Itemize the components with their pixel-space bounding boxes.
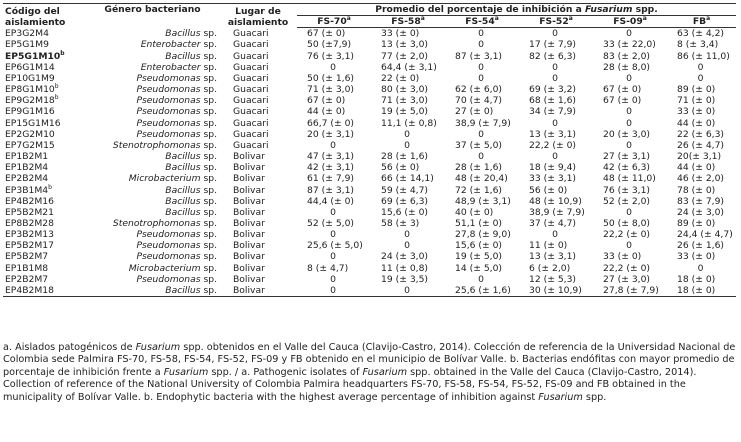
promedio-group-header: Promedio del porcentaje de inhibición a Fusarium spp. bbox=[297, 4, 736, 16]
inhibition-value-fs-52: 12 (± 5,3) bbox=[529, 273, 577, 285]
inhibition-value-fs-70: 0 bbox=[330, 206, 336, 218]
bacterial-genus: Bacillus sp. bbox=[165, 50, 217, 62]
isolate-code: EP9G2M18$^b$ bbox=[5, 94, 59, 107]
isolate-code: EP2B2M4 bbox=[5, 173, 49, 185]
inhibition-value-fs-54: 48 (± 20,4) bbox=[455, 173, 508, 185]
inhibition-value-fs-58: 15,6 (± 0) bbox=[381, 206, 429, 218]
inhibition-value-fb: 83 (± 7,9) bbox=[677, 195, 725, 207]
inhibition-value-fs-54: 28 (± 1,6) bbox=[455, 162, 503, 174]
isolate-code: EP1B2M1 bbox=[5, 151, 49, 163]
isolation-location: Bolivar bbox=[219, 285, 297, 297]
inhibition-value-fs-70: 67 (± 0) bbox=[307, 95, 346, 107]
inhibition-value-fs-09: 0 bbox=[626, 117, 632, 129]
inhibition-value-fs-09: 20 (± 3,0) bbox=[603, 128, 651, 140]
inhibition-value-fs-52: 68 (± 1,6) bbox=[529, 95, 577, 107]
inhibition-value-fs-52: 18 (± 9,4) bbox=[529, 162, 577, 174]
inhibition-table bbox=[3, 3, 736, 297]
table-row bbox=[3, 185, 736, 196]
bacterial-genus: Bacillus sp. bbox=[165, 162, 217, 174]
bacterial-genus: Bacillus sp. bbox=[165, 206, 217, 218]
inhibition-value-fb: 71 (± 0) bbox=[677, 95, 716, 107]
isolation-location: Guacari bbox=[233, 72, 269, 84]
bacterial-genus: Pseudomonas sp. bbox=[136, 117, 217, 129]
isolation-location: Bolivar bbox=[233, 206, 265, 218]
inhibition-value-fs-58: 24 (± 3,0) bbox=[381, 251, 429, 263]
isolation-location: Guacari bbox=[233, 84, 269, 96]
inhibition-value-fs-58: 71 (± 3,0) bbox=[381, 95, 429, 107]
table-row bbox=[3, 118, 736, 129]
bacterial-genus: Pseudomonas sp. bbox=[136, 106, 217, 118]
inhibition-value-fs-54: 87 (± 3,1) bbox=[455, 50, 503, 62]
bacterial-genus: Bacillus sp. bbox=[165, 184, 217, 196]
header-row-top bbox=[3, 4, 736, 16]
inhibition-value-fb: 86 (± 11,0) bbox=[677, 50, 730, 62]
inhibition-value-fs-54: 27 (± 0) bbox=[455, 106, 494, 118]
table-row bbox=[3, 51, 736, 62]
table-footnotes: a. Aislados patogénicos de Fusarium spp. obtenidos en el Valle del Cauca (Clavijo-Castro, 2014). Colección de referencia de la Universidad Nacional de Colombia sede Palmira FS-70, FS-58, FS-54, FS-52, FS-09 y FB obtenido en el municipio de Bolívar Valle. b. Bacterias endófitas con mayor promedio de porcentaje de inhibición frente a Fusarium spp. / a. Pathogenic isolates of Fusarium spp. obtained in the Valle del Cauca (Clavijo-Castro, 2014). Collection of reference of the National University of Colombia Palmira headquarters FS-70, FS-58, FS-54, FS-52, FS-09 and FB obtained in the municipality of Bolívar Valle. b. Endophytic bacteria with the highest average percentage of inhibition against Fusarium spp. bbox=[3, 342, 736, 403]
inhibition-value-fs-70: 87 (± 3,1) bbox=[307, 184, 355, 196]
table-row bbox=[3, 151, 736, 162]
inhibition-value-fs-70: 52 (± 5,0) bbox=[307, 217, 355, 229]
inhibition-value-fs-52: 0 bbox=[552, 151, 558, 163]
isolation-location: Guacari bbox=[233, 128, 269, 140]
bacterial-genus: Enterobacter sp. bbox=[140, 39, 217, 51]
inhibition-value-fs-70: 44 (± 0) bbox=[307, 106, 346, 118]
inhibition-value-fs-70: 47 (± 3,1) bbox=[307, 151, 355, 163]
inhibition-value-fs-70: 0 bbox=[330, 61, 336, 73]
inhibition-value-fb: 24,4 (± 4,7) bbox=[677, 229, 733, 241]
inhibition-value-fs-09: 48 (± 11,0) bbox=[603, 173, 656, 185]
column-header-fs-58: FS-58$^a$ bbox=[371, 16, 445, 28]
isolate-code: EP1B2M4 bbox=[5, 162, 49, 174]
inhibition-value-fs-09: 67 (± 0) bbox=[603, 95, 642, 107]
table-row bbox=[3, 84, 736, 95]
table-row bbox=[3, 218, 736, 229]
inhibition-value-fs-58: 0 bbox=[371, 285, 445, 297]
isolate-code: EP4B2M18 bbox=[3, 285, 86, 297]
inhibition-value-fs-52: 13 (± 3,1) bbox=[529, 128, 577, 140]
inhibition-value-fb: 89 (± 0) bbox=[677, 84, 716, 96]
inhibition-value-fs-54: 72 (± 1,6) bbox=[455, 184, 503, 196]
inhibition-value-fs-70: 61 (± 7,9) bbox=[307, 173, 355, 185]
isolate-code: EP5B2M7 bbox=[5, 251, 49, 263]
inhibition-value-fs-54: 70 (± 4,7) bbox=[455, 95, 503, 107]
isolate-code: EP8G1M10$^b$ bbox=[5, 83, 59, 96]
inhibition-value-fb: 33 (± 0) bbox=[677, 106, 716, 118]
table-row bbox=[3, 140, 736, 151]
inhibition-value-fb: 0 bbox=[697, 72, 704, 84]
inhibition-value-fs-52: 0 bbox=[552, 28, 558, 40]
inhibition-value-fs-58: 0 bbox=[404, 229, 410, 241]
isolation-location: Bolivar bbox=[233, 162, 265, 174]
inhibition-value-fs-70: 0 bbox=[330, 139, 336, 151]
inhibition-value-fb: 20(± 3,1) bbox=[677, 151, 722, 163]
isolation-location: Guacari bbox=[233, 95, 269, 107]
inhibition-value-fs-52: 56 (± 0) bbox=[529, 184, 568, 196]
inhibition-value-fb: 18 (± 0) bbox=[677, 273, 716, 285]
table-body bbox=[3, 28, 736, 297]
inhibition-value-fs-09: 0 bbox=[626, 106, 632, 118]
isolate-code: EP5B2M17 bbox=[5, 240, 54, 252]
inhibition-value-fb: 63 (± 4,2) bbox=[677, 28, 725, 40]
isolation-location: Guacari bbox=[233, 61, 269, 73]
bacterial-genus: Bacillus sp. bbox=[86, 285, 219, 297]
table-row bbox=[3, 263, 736, 274]
table-row bbox=[3, 62, 736, 73]
inhibition-value-fs-54: 0 bbox=[478, 28, 484, 40]
isolate-code: EP3B2M13 bbox=[5, 229, 54, 241]
isolate-code: EP6G1M14 bbox=[5, 61, 55, 73]
inhibition-value-fs-58: 28 (± 1,6) bbox=[381, 151, 429, 163]
isolation-location: Bolivar bbox=[233, 262, 265, 274]
inhibition-value-fs-52: 0 bbox=[552, 61, 558, 73]
inhibition-value-fs-09: 0 bbox=[626, 72, 632, 84]
inhibition-value-fb: 8 (± 3,4) bbox=[677, 39, 719, 51]
table-row bbox=[3, 229, 736, 240]
inhibition-value-fs-52: 33 (± 3,1) bbox=[529, 173, 577, 185]
table-row bbox=[3, 207, 736, 218]
isolation-location: Bolivar bbox=[233, 251, 265, 263]
inhibition-value-fs-58: 0 bbox=[404, 128, 410, 140]
isolate-code: EP2G2M10 bbox=[5, 128, 55, 140]
inhibition-value-fs-54: 62 (± 6,0) bbox=[455, 84, 503, 96]
inhibition-value-fs-09: 33 (± 0) bbox=[603, 251, 642, 263]
inhibition-value-fs-58: 19 (± 3,5) bbox=[381, 273, 429, 285]
table-row bbox=[3, 240, 736, 251]
inhibition-value-fb: 33 (± 0) bbox=[677, 251, 716, 263]
isolate-code: EP8B2M28 bbox=[5, 217, 54, 229]
location-column-header: Lugar de aislamiento bbox=[219, 4, 297, 28]
inhibition-value-fs-09: 0 bbox=[626, 206, 632, 218]
inhibition-value-fs-70: 42 (± 3,1) bbox=[307, 162, 355, 174]
isolation-location: Bolivar bbox=[233, 273, 265, 285]
bacterial-genus: Pseudomonas sp. bbox=[136, 95, 217, 107]
inhibition-value-fs-52: 22,2 (± 0) bbox=[529, 139, 577, 151]
inhibition-value-fs-52: 82 (± 6,3) bbox=[529, 50, 577, 62]
inhibition-value-fs-70: 50 (± 1,6) bbox=[307, 72, 355, 84]
isolation-location: Bolivar bbox=[233, 240, 265, 252]
isolation-location: Guacari bbox=[233, 117, 269, 129]
isolation-location: Bolivar bbox=[233, 195, 265, 207]
inhibition-value-fs-58: 66 (± 14,1) bbox=[381, 173, 434, 185]
inhibition-value-fs-58: 0 bbox=[404, 240, 410, 252]
code-column-header: Código del aislamiento bbox=[3, 4, 86, 28]
inhibition-value-fs-52: 0 bbox=[552, 117, 558, 129]
inhibition-value-fs-09: 27 (± 3,1) bbox=[603, 151, 651, 163]
isolate-code: EP9G1M16 bbox=[5, 106, 55, 118]
inhibition-value-fs-70: 50 (±7,9) bbox=[307, 39, 352, 51]
isolation-location: Bolivar bbox=[233, 229, 265, 241]
inhibition-value-fb: 26 (± 4,7) bbox=[677, 139, 725, 151]
inhibition-value-fs-52: 0 bbox=[552, 72, 558, 84]
isolation-location: Bolivar bbox=[233, 217, 265, 229]
inhibition-value-fs-09: 52 (± 2,0) bbox=[603, 195, 651, 207]
isolate-code: EP5G1M10$^b$ bbox=[5, 49, 65, 62]
bacterial-genus: Pseudomonas sp. bbox=[136, 128, 217, 140]
inhibition-value-fs-70: 8 (± 4,7) bbox=[307, 262, 349, 274]
inhibition-value-fs-09: 27,8 (± 7,9) bbox=[593, 285, 667, 297]
bacterial-genus: Bacillus sp. bbox=[165, 28, 217, 40]
isolate-code: EP10G1M9 bbox=[5, 72, 55, 84]
inhibition-value-fs-54: 40 (± 0) bbox=[455, 206, 494, 218]
column-header-fs-52: FS-52$^a$ bbox=[519, 16, 593, 28]
inhibition-value-fs-54: 0 bbox=[478, 72, 484, 84]
inhibition-value-fs-58: 33 (± 0) bbox=[381, 28, 420, 40]
inhibition-value-fs-09: 50 (± 8,0) bbox=[603, 217, 651, 229]
inhibition-value-fs-09: 22,2 (± 0) bbox=[603, 229, 651, 241]
inhibition-value-fb: 44 (± 0) bbox=[677, 117, 716, 129]
isolate-code: EP1B1M8 bbox=[5, 262, 49, 274]
inhibition-value-fs-58: 22 (± 0) bbox=[381, 72, 420, 84]
table-row bbox=[3, 274, 736, 285]
isolate-code: EP3G2M4 bbox=[5, 28, 49, 40]
inhibition-value-fs-70: 71 (± 3,0) bbox=[307, 84, 355, 96]
table-row bbox=[3, 196, 736, 207]
isolation-location: Guacari bbox=[233, 139, 269, 151]
isolation-location: Bolivar bbox=[233, 184, 265, 196]
inhibition-value-fb: 22 (± 6,3) bbox=[677, 128, 725, 140]
table-row bbox=[3, 28, 736, 40]
bacterial-genus: Bacillus sp. bbox=[165, 151, 217, 163]
bacterial-genus: Pseudomonas sp. bbox=[136, 229, 217, 241]
inhibition-value-fs-54: 25,6 (± 1,6) bbox=[445, 285, 519, 297]
inhibition-value-fs-54: 19 (± 5,0) bbox=[455, 251, 503, 263]
inhibition-value-fs-58: 11,1 (± 0,8) bbox=[381, 117, 437, 129]
inhibition-value-fs-09: 0 bbox=[626, 139, 632, 151]
inhibition-value-fs-54: 14 (± 5,0) bbox=[455, 262, 503, 274]
inhibition-value-fs-58: 56 (± 0) bbox=[381, 162, 420, 174]
inhibition-value-fs-70: 67 (± 0) bbox=[307, 28, 346, 40]
inhibition-value-fs-52: 48 (± 10,9) bbox=[529, 195, 582, 207]
bacterial-genus: Pseudomonas sp. bbox=[136, 251, 217, 263]
inhibition-value-fs-70: 76 (± 3,1) bbox=[307, 50, 355, 62]
inhibition-value-fs-70: 20 (± 3,1) bbox=[307, 128, 355, 140]
table-row bbox=[3, 39, 736, 50]
isolation-location: Bolivar bbox=[233, 151, 265, 163]
table-row bbox=[3, 129, 736, 140]
inhibition-value-fs-09: 27 (± 3,0) bbox=[603, 273, 651, 285]
inhibition-value-fs-58: 77 (± 2,0) bbox=[381, 50, 429, 62]
inhibition-value-fs-54: 0 bbox=[478, 151, 484, 163]
inhibition-value-fs-52: 30 (± 10,9) bbox=[519, 285, 593, 297]
column-header-fb: $FB^a$ bbox=[667, 16, 736, 28]
isolate-code: EP3B1M4$^b$ bbox=[5, 183, 52, 196]
inhibition-value-fs-58: 58 (± 3) bbox=[381, 217, 420, 229]
inhibition-value-fs-09: 33 (± 22,0) bbox=[603, 39, 656, 51]
column-header-fs-09: FS-09$^a$ bbox=[593, 16, 667, 28]
inhibition-value-fs-70: 0 bbox=[297, 285, 371, 297]
column-header-fs-54: FS-54$^a$ bbox=[445, 16, 519, 28]
inhibition-value-fs-70: 25,6 (± 5,0) bbox=[307, 240, 363, 252]
inhibition-value-fs-58: 59 (± 4,7) bbox=[381, 184, 429, 196]
genus-column-header: Género bacteriano bbox=[86, 4, 219, 28]
inhibition-value-fs-58: 0 bbox=[404, 139, 410, 151]
inhibition-value-fs-54: 0 bbox=[478, 273, 484, 285]
inhibition-value-fs-52: 34 (± 7,9) bbox=[529, 106, 577, 118]
inhibition-value-fs-58: 11 (± 0,8) bbox=[381, 262, 429, 274]
inhibition-value-fs-52: 13 (± 3,1) bbox=[529, 251, 577, 263]
inhibition-value-fs-09: 22,2 (± 0) bbox=[603, 262, 651, 274]
table-row bbox=[3, 251, 736, 262]
inhibition-value-fb: 46 (± 2,0) bbox=[677, 173, 725, 185]
table-row bbox=[3, 106, 736, 117]
column-header-fs-70: FS-70$^a$ bbox=[297, 16, 371, 28]
inhibition-value-fs-09: 42 (± 6,3) bbox=[603, 162, 651, 174]
isolation-location: Guacari bbox=[233, 106, 269, 118]
table-row bbox=[3, 73, 736, 84]
inhibition-value-fs-09: 0 bbox=[626, 28, 632, 40]
bacterial-genus: Microbacterium sp. bbox=[128, 173, 217, 185]
bacterial-genus: Pseudomonas sp. bbox=[136, 273, 217, 285]
inhibition-value-fs-54: 48,9 (± 3,1) bbox=[455, 195, 511, 207]
isolation-location: Guacari bbox=[233, 28, 269, 40]
inhibition-value-fs-70: 0 bbox=[330, 229, 336, 241]
table-row bbox=[3, 285, 736, 297]
inhibition-value-fb: 24 (± 3,0) bbox=[677, 206, 725, 218]
isolate-code: EP15G1M16 bbox=[5, 117, 61, 129]
isolate-code: EP4B2M16 bbox=[5, 195, 54, 207]
inhibition-value-fs-58: 13 (± 3,0) bbox=[381, 39, 429, 51]
inhibition-value-fb: 44 (± 0) bbox=[677, 162, 716, 174]
isolation-location: Guacari bbox=[233, 50, 269, 62]
bacterial-genus: Bacillus sp. bbox=[165, 195, 217, 207]
bacterial-genus: Pseudomonas sp. bbox=[136, 72, 217, 84]
inhibition-value-fb: 18 (± 0) bbox=[667, 285, 736, 297]
inhibition-value-fs-52: 11 (± 0) bbox=[529, 240, 568, 252]
inhibition-value-fs-54: 27,8 (± 9,0) bbox=[455, 229, 511, 241]
inhibition-value-fs-54: 38,9 (± 7,9) bbox=[455, 117, 511, 129]
inhibition-value-fs-54: 0 bbox=[478, 128, 484, 140]
bacterial-genus: Stenotrophomonas sp. bbox=[112, 139, 217, 151]
inhibition-value-fs-58: 64,4 (± 3,1) bbox=[381, 61, 437, 73]
inhibition-value-fs-70: 0 bbox=[330, 251, 336, 263]
bacterial-genus: Microbacterium sp. bbox=[128, 262, 217, 274]
isolation-location: Bolivar bbox=[233, 173, 265, 185]
inhibition-value-fs-09: 0 bbox=[626, 240, 632, 252]
table-row bbox=[3, 162, 736, 173]
inhibition-value-fb: 26 (± 1,6) bbox=[677, 240, 725, 252]
inhibition-value-fs-58: 69 (± 6,3) bbox=[381, 195, 429, 207]
inhibition-value-fs-52: 69 (± 3,2) bbox=[529, 84, 577, 96]
inhibition-value-fs-52: 17 (± 7,9) bbox=[529, 39, 577, 51]
bacterial-genus: Enterobacter sp. bbox=[140, 61, 217, 73]
inhibition-value-fb: 89 (± 0) bbox=[677, 217, 716, 229]
inhibition-value-fs-52: 37 (± 4,7) bbox=[529, 217, 577, 229]
inhibition-value-fs-54: 0 bbox=[478, 39, 484, 51]
inhibition-value-fs-09: 28 (± 8,0) bbox=[603, 61, 651, 73]
inhibition-value-fs-54: 37 (± 5,0) bbox=[455, 139, 503, 151]
inhibition-value-fs-09: 83 (± 2,0) bbox=[603, 50, 651, 62]
inhibition-value-fs-52: 0 bbox=[552, 229, 558, 241]
inhibition-value-fs-09: 76 (± 3,1) bbox=[603, 184, 651, 196]
inhibition-value-fb: 0 bbox=[697, 61, 704, 73]
isolate-code: EP7G2M15 bbox=[5, 139, 55, 151]
isolate-code: EP5B2M21 bbox=[5, 206, 54, 218]
inhibition-value-fs-70: 66,7 (± 0) bbox=[307, 117, 355, 129]
inhibition-value-fs-52: 6 (± 2,0) bbox=[529, 262, 571, 274]
inhibition-value-fs-70: 44,4 (± 0) bbox=[307, 195, 355, 207]
inhibition-value-fs-58: 80 (± 3,0) bbox=[381, 84, 429, 96]
inhibition-value-fs-54: 15,6 (± 0) bbox=[455, 240, 503, 252]
inhibition-value-fs-58: 19 (± 5,0) bbox=[381, 106, 429, 118]
inhibition-value-fb: 0 bbox=[697, 262, 704, 274]
inhibition-value-fs-54: 51,1 (± 0) bbox=[455, 217, 503, 229]
inhibition-value-fb: 78 (± 0) bbox=[677, 184, 716, 196]
isolate-code: EP5G1M9 bbox=[5, 39, 49, 51]
isolation-location: Guacari bbox=[233, 39, 269, 51]
isolate-code: EP2B2M7 bbox=[5, 273, 49, 285]
inhibition-value-fs-54: 0 bbox=[478, 61, 484, 73]
table-row bbox=[3, 173, 736, 184]
inhibition-value-fs-70: 0 bbox=[330, 273, 336, 285]
bacterial-genus: Stenotrophomonas sp. bbox=[112, 217, 217, 229]
inhibition-value-fs-52: 38,9 (± 7,9) bbox=[529, 206, 585, 218]
table-row bbox=[3, 95, 736, 106]
bacterial-genus: Pseudomonas sp. bbox=[136, 84, 217, 96]
inhibition-value-fs-09: 67 (± 0) bbox=[603, 84, 642, 96]
bacterial-genus: Pseudomonas sp. bbox=[136, 240, 217, 252]
